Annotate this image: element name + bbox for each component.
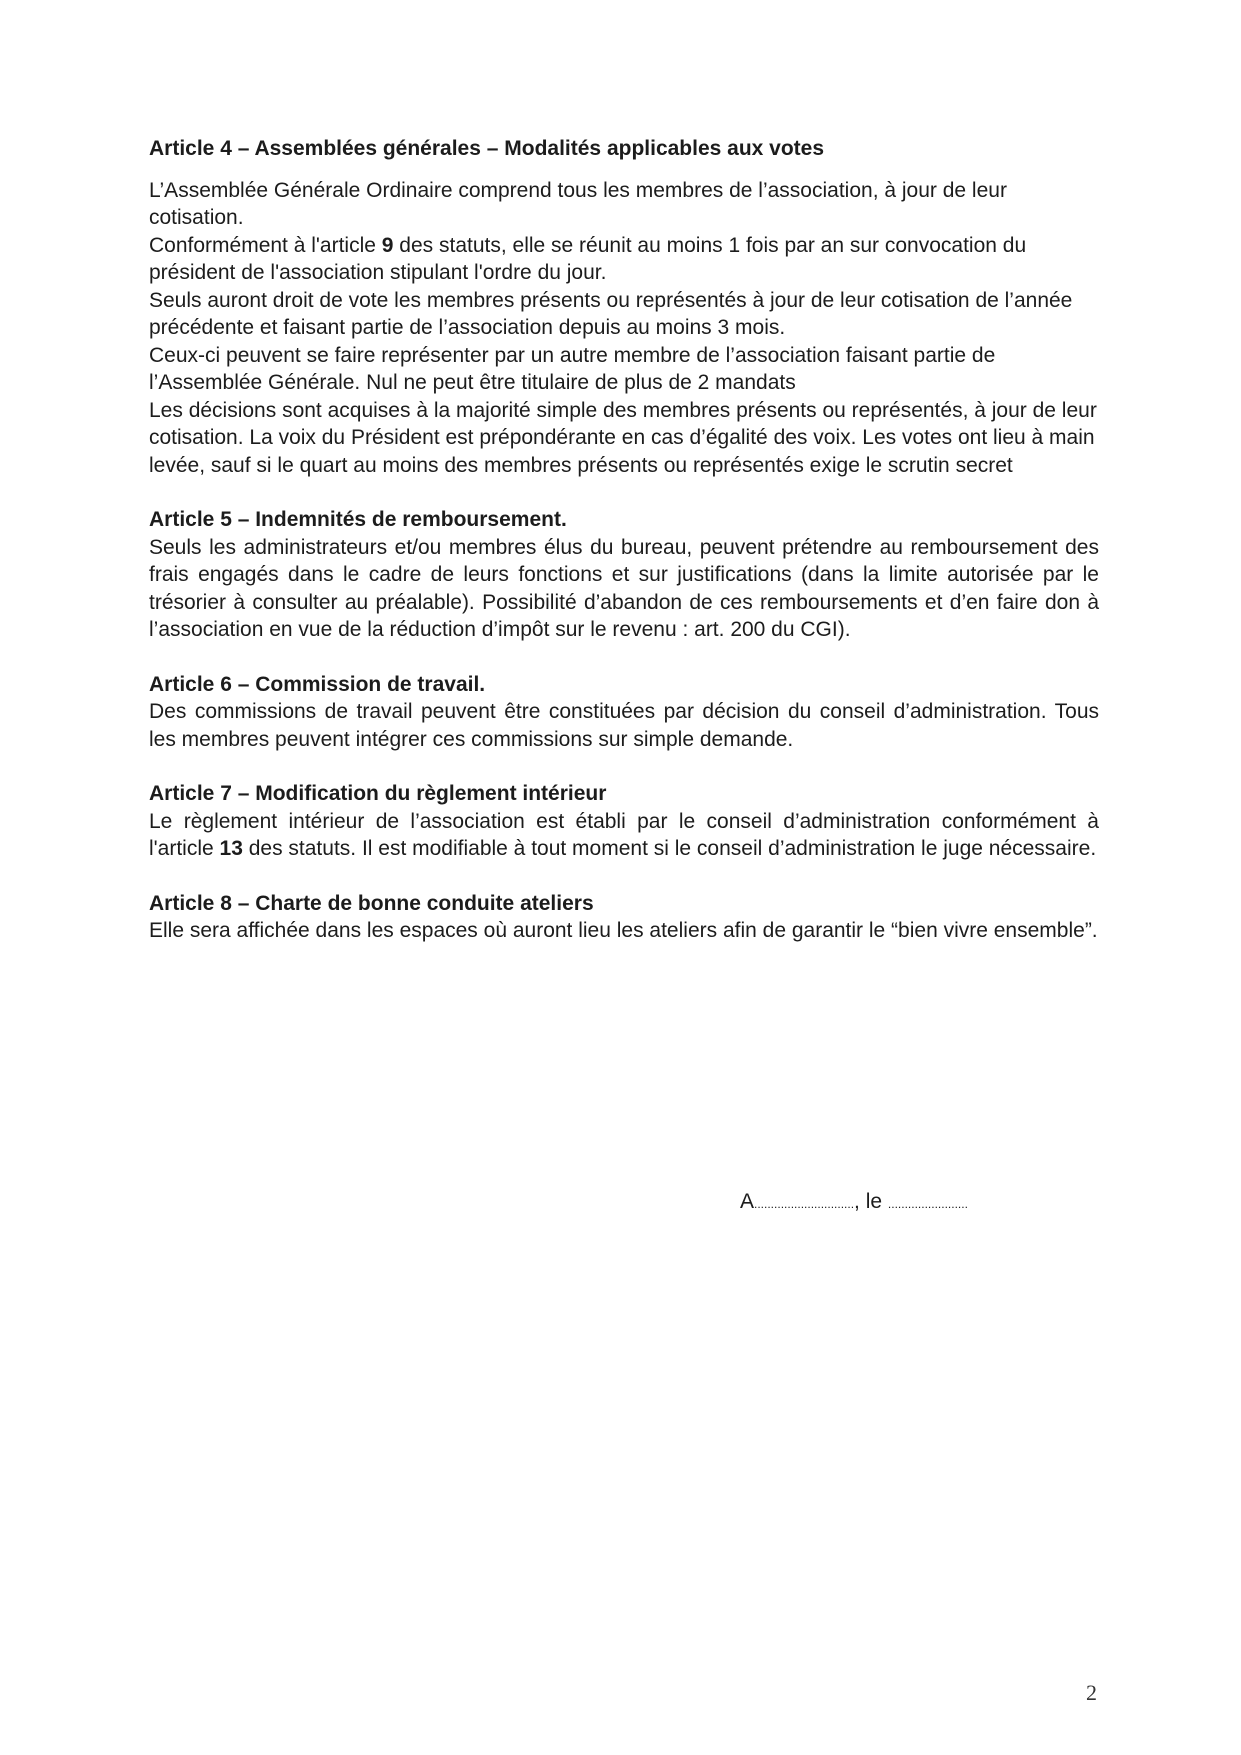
article-8-body: Elle sera affichée dans les espaces où auront lieu les ateliers afin de garantir le “bien vivre ensemble”. <box>149 919 1098 942</box>
signature-line <box>740 1188 968 1219</box>
article-8-title: Article 8 – Charte de bonne conduite ateliers <box>149 891 594 915</box>
article-7-statute-number: 13 <box>219 837 243 860</box>
article-7-title: Article 7 – Modification du règlement intérieur <box>149 782 607 805</box>
article-8-section <box>149 890 1099 945</box>
article-4-paragraph-2 <box>149 232 1099 287</box>
article-4-title: Article 4 – Assemblées générales – Modalités applicables aux votes <box>149 137 825 160</box>
article-4-paragraph-2-text-a: Conformément à l'article <box>149 233 382 257</box>
page-number: 2 <box>1086 1680 1097 1705</box>
article-7-body-text-a: Le règlement intérieur de l’association est établi par le conseil d’administration conformément à l'article <box>149 809 1099 860</box>
article-5-body: Seuls les administrateurs et/ou membres élus du bureau, peuvent prétendre au remboursement des frais engagés dans le cadre de leurs fonctions et sur justifications (dans la limite autorisée par le trésorier à consulter au préalable). Possibilité d’abandon de ces remboursements et d’en faire don à l’association en vue de la réduction d’impôt sur le revenu : art. 200 du CGI). <box>149 535 1099 641</box>
article-7-body-text-b: des statuts. Il est modifiable à tout moment si le conseil d’administration le juge nécessaire. <box>242 837 1097 860</box>
signature-date-prefix: , le <box>854 1190 888 1213</box>
article-6-section <box>149 671 1099 754</box>
article-6-title: Article 6 – Commission de travail. <box>149 672 486 696</box>
signature-date-dots: ........................ <box>887 1197 968 1211</box>
article-6-body: Des commissions de travail peuvent être constituées par décision du conseil d’administration. Tous les membres peuvent intégrer ces commissions sur simple demande. <box>149 700 1099 751</box>
article-4-paragraph-3: Seuls auront droit de vote les membres présents ou représentés à jour de leur cotisation de l’année précédente et faisant partie de l’association depuis au moins 3 mois. <box>149 288 1073 339</box>
article-4-statute-number: 9 <box>381 233 394 257</box>
article-4-paragraph-4: Ceux-ci peuvent se faire représenter par un autre membre de l’association faisant partie de l’Assemblée Générale. Nul ne peut être titulaire de plus de 2 mandats <box>149 343 996 394</box>
article-7-section <box>149 780 1099 863</box>
signature-place-prefix: A <box>740 1190 755 1213</box>
article-4-section <box>149 135 1099 479</box>
document-body <box>149 135 1099 945</box>
article-5-title: Article 5 – Indemnités de remboursement. <box>149 508 567 531</box>
signature-place-dots: .............................. <box>754 1197 855 1211</box>
article-7-body <box>149 808 1099 863</box>
article-4-paragraph-2-text-b: des statuts, elle se réunit au moins 1 fois par an sur convocation du président de l'association stipulant l'ordre du jour. <box>149 233 1027 284</box>
article-5-section <box>149 506 1099 644</box>
article-4-paragraph-5: Les décisions sont acquises à la majorité simple des membres présents ou représentés, à jour de leur cotisation. La voix du Président est prépondérante en cas d’égalité des voix. Les votes ont lieu à main levée, sauf si le quart au moins des membres présents ou représentés exige le scrutin secret <box>149 398 1097 477</box>
article-4-paragraph-1: L’Assemblée Générale Ordinaire comprend tous les membres de l’association, à jour de leur cotisation. <box>149 178 1007 229</box>
